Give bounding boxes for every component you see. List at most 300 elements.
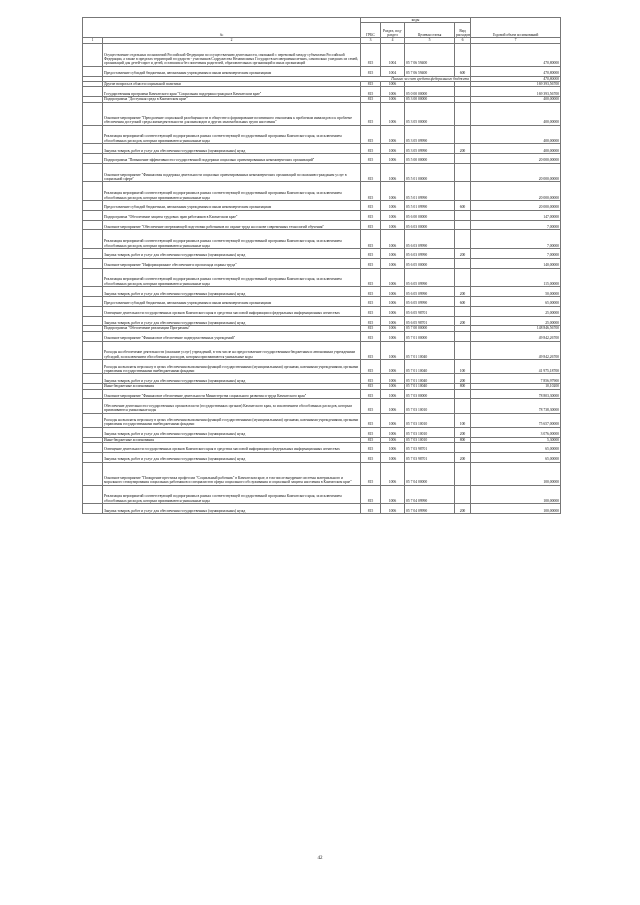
vr-header: Вид расходов [455,23,471,38]
amount-header: Годовой объем ассигнований [471,18,561,38]
row-grbs: 815 [361,437,381,442]
row-name: Предоставление субсидий бюджетным, автономным учреждениям и иным некоммерческим организациям [103,296,361,306]
table-row [83,87,561,97]
row-number [83,504,103,514]
cst-header: Целевая статья [405,23,455,38]
row-amount: 49 842,26700 [471,331,561,341]
row-razdel: 1006 [381,360,405,374]
col-number-7: 7 [471,38,561,43]
row-name: Иные бюджетные ассигнования [103,384,361,389]
row-target-article: 05 7 03 10010 [405,437,455,442]
row-target-article: 05 6 05 09990 [405,296,455,306]
row-grbs: 815 [361,97,381,102]
row-expense-type: 200 [455,144,471,154]
table-row [83,102,561,125]
row-target-article: 05 6 05 98701 [405,316,455,326]
row-expense-type [455,163,471,182]
row-number [83,125,103,144]
row-number [83,230,103,249]
row-amount: 3 076,00000 [471,427,561,437]
row-grbs: 815 [361,268,381,287]
table-row [83,287,561,297]
row-target-article: 05 6 05 00000 [405,258,455,268]
row-number [83,427,103,437]
table-row [83,399,561,413]
row-name: Другие вопросы в области социальной политики [103,82,361,87]
row-expense-type: 200 [455,287,471,297]
row-target-article: 05 7 00 00000 [405,326,455,331]
row-number [83,201,103,211]
row-razdel: 1006 [381,102,405,125]
row-razdel: 1006 [381,87,405,97]
row-target-article: 05 3 05 09990 [405,125,455,144]
row-name: Государственная программа Камчатского края "Социальная поддержка граждан в Камчатском крае" [103,87,361,97]
row-number [83,268,103,287]
row-number [83,360,103,374]
row-grbs: 815 [361,154,381,164]
row-expense-type: 800 [455,437,471,442]
row-amount: 65,00000 [471,452,561,462]
row-name: Осуществление отдельных полномочий Российской Федерации по осуществлению деятельности, связанной с перевозкой между субъектами Российской Федерации, а также в пределах территорий государств - участников Содружества Независимых Государств несовершеннолетних, самовольно ушедших из семей, организаций для детей-сирот и детей, оставшихся без попечения родителей, образовательных организаций и иных организаций [103,43,361,66]
row-grbs: 815 [361,462,381,485]
row-expense-type: 200 [455,452,471,462]
row-expense-type [455,485,471,504]
table-row [83,66,561,76]
row-amount: 65,00000 [471,296,561,306]
row-grbs: 815 [361,125,381,144]
row-target-article: 05 3 05 00000 [405,102,455,125]
row-target-article: 05 0 00 00000 [405,87,455,97]
row-amount: 147,00000 [471,210,561,220]
num-header: № [83,18,361,38]
row-number [83,296,103,306]
row-razdel: 1006 [381,504,405,514]
row-number [83,154,103,164]
table-row [83,306,561,316]
row-amount: 20 000,00000 [471,154,561,164]
row-name: Закупка товаров, работ и услуг для обеспечения государственных (муниципальных) нужд [103,427,361,437]
row-grbs: 815 [361,331,381,341]
row-expense-type [455,210,471,220]
table-row [83,374,561,384]
row-razdel: 1006 [381,296,405,306]
row-target-article: 05 6 03 00000 [405,220,455,230]
row-name: Реализация мероприятий соответствующей подпрограммы в рамках соответствующей государственной программы Камчатского края, за исключением обособленных расходов, которым присваиваются уникальные коды [103,268,361,287]
row-grbs: 815 [361,504,381,514]
row-razdel: 1006 [381,331,405,341]
row-number [83,485,103,504]
row-amount: 65,00000 [471,442,561,452]
table-row [83,230,561,249]
row-amount: 400,00000 [471,102,561,125]
row-expense-type: 200 [455,427,471,437]
row-amount: 50,00000 [471,287,561,297]
row-target-article: 05 5 01 09990 [405,201,455,211]
row-number [83,341,103,360]
table-row [83,427,561,437]
row-target-article: 05 7 04 09990 [405,485,455,504]
row-name: Расходы на обеспечение деятельности (оказание услуг) учреждений, в том числе на предоставление государственным бюджетным и автономным учреждениям субсидий, за исключением обособленных расходов, которым присваиваются уникальные коды [103,341,361,360]
row-razdel: 1006 [381,442,405,452]
row-number [83,220,103,230]
row-razdel: 1006 [381,384,405,389]
row-razdel: 1006 [381,210,405,220]
row-number [83,87,103,97]
row-amount: 115,00000 [471,268,561,287]
row-target-article: 05 7 01 10040 [405,360,455,374]
row-grbs: 815 [361,399,381,413]
row-target-article: 05 6 05 09990 [405,287,455,297]
row-number [83,248,103,258]
row-amount: 5,30000 [471,437,561,442]
row-razdel: 1006 [381,462,405,485]
table-row [83,220,561,230]
row-name: Основное мероприятие "Финансовая поддержка деятельности социально ориентированных некоммерческих организаций по оказанию гражданам услуг в социальной сфере" [103,163,361,182]
row-expense-type: 200 [455,374,471,384]
row-razdel: 1006 [381,306,405,316]
row-grbs: 815 [361,43,381,66]
row-grbs: 815 [361,144,381,154]
row-target-article: 05 7 01 10040 [405,384,455,389]
row-razdel: 1006 [381,163,405,182]
row-razdel: 1006 [381,437,405,442]
table-row [83,331,561,341]
row-target-article: 05 7 01 10040 [405,374,455,384]
row-grbs: 815 [361,287,381,297]
row-target-article: 05 7 04 00000 [405,462,455,485]
row-number [83,331,103,341]
row-expense-type: 100 [455,360,471,374]
row-amount: 7,00000 [471,230,561,249]
row-target-article: 05 6 03 09990 [405,230,455,249]
row-grbs: 815 [361,102,381,125]
row-amount: 10,10200 [471,384,561,389]
row-razdel: 1006 [381,182,405,201]
row-name: Основное мероприятие "Обеспечение опережающей подготовки работников по охране труда на основе современных технологий обучения" [103,220,361,230]
row-amount: 7,00000 [471,248,561,258]
row-expense-type: 200 [455,504,471,514]
row-amount: 169 393,56700 [471,82,561,87]
row-target-article: 05 7 03 98701 [405,452,455,462]
table-row [83,452,561,462]
row-name: Реализация мероприятий соответствующей подпрограммы в рамках соответствующей государственной программы Камчатского края, за исключением обособленных расходов, которым присваиваются уникальные коды [103,182,361,201]
row-grbs: 815 [361,210,381,220]
row-razdel: 1006 [381,413,405,427]
row-number [83,43,103,66]
row-amount: 470,80000 [471,66,561,76]
row-target-article: 05 7 04 09990 [405,504,455,514]
row-expense-type: 200 [455,248,471,258]
row-name: Подпрограмма "Повышение эффективности государственной поддержки социально ориентированных некоммерческих организаций" [103,154,361,164]
row-amount: 100,00000 [471,504,561,514]
row-name: Основное мероприятие "Поощрение престижа профессии "Социальный работник" в Камчатском крае, в том числе внедрение системы материального и морального стимулирования социальных работников и специалистов сферы социального обслуживания и социальной защиты населения в Камчатском крае" [103,462,361,485]
row-number [83,374,103,384]
table-row [83,268,561,287]
row-name: Основное мероприятие "Информационное обеспечение и пропаганда охраны труда" [103,258,361,268]
row-grbs: 815 [361,360,381,374]
table-row [83,144,561,154]
row-name: Закупка товаров, работ и услуг для обеспечения государственных (муниципальных) нужд [103,316,361,326]
row-razdel: 1004 [381,43,405,66]
row-expense-type [455,258,471,268]
row-name: Подпрограмма "Обеспечение реализации Программы" [103,326,361,331]
row-grbs: 815 [361,248,381,258]
row-number [83,210,103,220]
row-razdel: 1006 [381,341,405,360]
row-expense-type [455,462,471,485]
table-row [83,125,561,144]
row-name: Закупка товаров, работ и услуг для обеспечения государственных (муниципальных) нужд [103,287,361,297]
table-row [83,163,561,182]
row-razdel: 1006 [381,144,405,154]
row-name: Освещение деятельности государственных органов Камчатского края в средствах массовой информации и федеральных информационных агентствах [103,306,361,316]
row-amount: 49 842,26700 [471,341,561,360]
row-razdel: 1006 [381,97,405,102]
row-grbs: 815 [361,452,381,462]
row-expense-type [455,43,471,66]
row-grbs: 815 [361,258,381,268]
row-amount: 25,00000 [471,306,561,316]
table-row [83,316,561,326]
row-razdel: 1006 [381,220,405,230]
row-amount: 400,00000 [471,97,561,102]
row-target-article: 05 7 03 10010 [405,399,455,413]
row-target-article: 05 7 01 10040 [405,341,455,360]
row-razdel: 1006 [381,154,405,164]
row-number [83,144,103,154]
row-number [83,306,103,316]
row-name: Подпрограмма "Обеспечение защиты трудовых прав работников в Камчатском крае" [103,210,361,220]
row-expense-type [455,220,471,230]
row-grbs: 815 [361,66,381,76]
row-name: Основное мероприятие "Финансовое обеспечение деятельности Министерства социального развития и труда Камчатского края" [103,389,361,399]
row-name: Предоставление субсидий бюджетным, автономным учреждениям и иным некоммерческим организациям [103,201,361,211]
row-grbs: 815 [361,442,381,452]
row-grbs: 815 [361,374,381,384]
row-grbs: 815 [361,485,381,504]
row-number [83,442,103,452]
row-target-article: 05 3 05 09990 [405,144,455,154]
row-amount: 20 000,00000 [471,201,561,211]
table-row [83,413,561,427]
row-razdel: 1006 [381,248,405,258]
row-amount: 470,80000 [471,43,561,66]
row-amount: 100,00000 [471,462,561,485]
table-row [83,462,561,485]
row-grbs: 815 [361,306,381,316]
row-number [83,389,103,399]
row-number [83,462,103,485]
row-expense-type: 200 [455,316,471,326]
row-target-article: 05 7 03 10010 [405,427,455,437]
row-expense-type: 600 [455,201,471,211]
row-amount: 25,00000 [471,316,561,326]
note-amount: 470,80000 [471,76,561,81]
row-grbs: 815 [361,182,381,201]
row-number [83,66,103,76]
row-target-article: 05 7 06 59400 [405,66,455,76]
row-expense-type [455,182,471,201]
col-number-6: 6 [455,38,471,43]
col-number-3: 3 [361,38,381,43]
row-razdel: 1004 [381,66,405,76]
row-amount: 75 657,00000 [471,413,561,427]
row-number [83,182,103,201]
row-razdel: 1006 [381,230,405,249]
budget-table [82,17,561,514]
note-text: Письмо за счет средств федерального бюджета [103,76,471,81]
row-amount: 400,00000 [471,125,561,144]
row-amount: 20 000,00000 [471,163,561,182]
row-amount: 78 803,30000 [471,389,561,399]
table-row [83,258,561,268]
row-razdel: 1006 [381,485,405,504]
row-razdel: 1006 [381,258,405,268]
row-name: Основное мероприятие "Финансовое обеспечение подведомственных учреждений" [103,331,361,341]
row-target-article: 05 6 05 09990 [405,268,455,287]
row-expense-type [455,341,471,360]
row-razdel: 1006 [381,427,405,437]
row-name: Закупка товаров, работ и услуг для обеспечения государственных (муниципальных) нужд [103,452,361,462]
table-row [83,485,561,504]
row-number [83,452,103,462]
row-grbs: 815 [361,316,381,326]
row-grbs: 815 [361,413,381,427]
row-number [83,258,103,268]
row-target-article: 05 7 01 00000 [405,331,455,341]
row-target-article: 05 5 01 09990 [405,182,455,201]
row-amount: 148 846,56700 [471,326,561,331]
row-expense-type [455,268,471,287]
row-razdel: 1006 [381,374,405,384]
row-name: Закупка товаров, работ и услуг для обеспечения государственных (муниципальных) нужд [103,144,361,154]
row-name: Расходы на выплаты персоналу в целях обеспечения выполнения функций государственными (муниципальными) органами, казенными учреждениями, органами управления государственными внебюджетными фондами [103,360,361,374]
table-row [83,201,561,211]
row-expense-type [455,399,471,413]
page-number: 42 [317,856,323,861]
row-target-article: 05 5 01 00000 [405,163,455,182]
row-expense-type [455,102,471,125]
row-target-article: 05 7 03 10010 [405,413,455,427]
row-target-article: 05 7 03 00000 [405,389,455,399]
row-number [83,413,103,427]
table-row [83,182,561,201]
row-amount: 41 975,18700 [471,360,561,374]
row-grbs: 815 [361,230,381,249]
row-target-article: 05 6 03 09990 [405,248,455,258]
row-grbs: 815 [361,389,381,399]
row-number [83,102,103,125]
row-expense-type [455,442,471,452]
row-grbs: 815 [361,384,381,389]
table-row [83,154,561,164]
table-row [83,341,561,360]
row-razdel: 1006 [381,287,405,297]
row-name: Основное мероприятие "Преодоление социальной разобщенности в обществе и формирование позитивного отношения к проблемам инвалидов и к проблеме обеспечения доступной среды жизнедеятельности для инвалидов и других маломобильных групп населения" [103,102,361,125]
row-expense-type [455,87,471,97]
row-target-article: 05 7 06 59400 [405,43,455,66]
table-row [83,442,561,452]
row-amount: 7,00000 [471,220,561,230]
row-expense-type [455,230,471,249]
row-amount: 140,00000 [471,258,561,268]
row-grbs: 815 [361,82,381,87]
row-name: Закупка товаров, работ и услуг для обеспечения государственных (муниципальных) нужд [103,374,361,384]
row-name: Расходы на выплаты персоналу в целях обеспечения выполнения функций государственными (муниципальными) органами, казенными учреждениями, органами управления государственными внебюджетными фондами [103,413,361,427]
row-target-article: 05 6 00 00000 [405,210,455,220]
row-razdel: 1006 [381,326,405,331]
row-expense-type [455,125,471,144]
row-grbs: 815 [361,326,381,331]
row-amount: 78 738,30000 [471,399,561,413]
row-razdel: 1006 [381,201,405,211]
row-expense-type: 600 [455,66,471,76]
grbs-header: ГРБС [361,23,381,38]
row-grbs: 815 [361,201,381,211]
table-row [83,504,561,514]
table-body [83,43,561,513]
row-grbs: 815 [361,427,381,437]
row-razdel: 1006 [381,389,405,399]
row-number [83,163,103,182]
col-number-5: 5 [405,38,455,43]
row-grbs: 815 [361,296,381,306]
table-row [83,43,561,66]
row-name: Освещение деятельности государственных органов Камчатского края в средствах массовой информации и федеральных информационных агентствах [103,442,361,452]
col-number-4: 4 [381,38,405,43]
row-name: Закупка товаров, работ и услуг для обеспечения государственных (муниципальных) нужд [103,504,361,514]
col-number-2: 2 [103,38,361,43]
row-grbs: 815 [361,163,381,182]
row-number [83,287,103,297]
col-number-1: 1 [83,38,103,43]
row-target-article: 05 5 00 00000 [405,154,455,164]
row-expense-type: 600 [455,296,471,306]
table-row [83,360,561,374]
row-name: Подпрограмма "Доступная среда в Камчатском крае" [103,97,361,102]
row-name: Обеспечение деятельности государственных органов власти (государственных органов) Камчатского края, за исключением обособленных расходов, которым присваиваются уникальные коды [103,399,361,413]
table-row [83,389,561,399]
row-name: Закупка товаров, работ и услуг для обеспечения государственных (муниципальных) нужд [103,248,361,258]
row-number [83,316,103,326]
table-row [83,248,561,258]
row-name: Иные бюджетные ассигнования [103,437,361,442]
row-razdel: 1006 [381,452,405,462]
row-grbs: 815 [361,87,381,97]
codes-header: коды [361,18,471,23]
row-amount: 20 000,00000 [471,182,561,201]
row-razdel: 1006 [381,316,405,326]
row-razdel: 1006 [381,125,405,144]
row-amount: 169 393,56700 [471,87,561,97]
row-amount: 100,00000 [471,485,561,504]
row-grbs: 815 [361,341,381,360]
row-name: Реализация мероприятий соответствующей подпрограммы в рамках соответствующей государственной программы Камчатского края, за исключением обособленных расходов, которым присваиваются уникальные коды [103,230,361,249]
row-target-article: 05 7 03 98701 [405,442,455,452]
row-expense-type [455,306,471,316]
row-target-article: 05 3 00 00000 [405,97,455,102]
row-name: Реализация мероприятий соответствующей подпрограммы в рамках соответствующей государственной программы Камчатского края, за исключением обособленных расходов, которым присваиваются уникальные коды [103,125,361,144]
row-name: Реализация мероприятий соответствующей подпрограммы в рамках соответствующей государственной программы Камчатского края, за исключением обособленных расходов, которым присваиваются уникальные коды [103,485,361,504]
row-grbs: 815 [361,220,381,230]
row-razdel: 1006 [381,268,405,287]
row-razdel: 1006 [381,82,405,87]
row-expense-type [455,154,471,164]
razdel-header: Раздел, под-раздел [381,23,405,38]
row-expense-type: 100 [455,413,471,427]
table-row [83,296,561,306]
row-amount: 400,00000 [471,144,561,154]
